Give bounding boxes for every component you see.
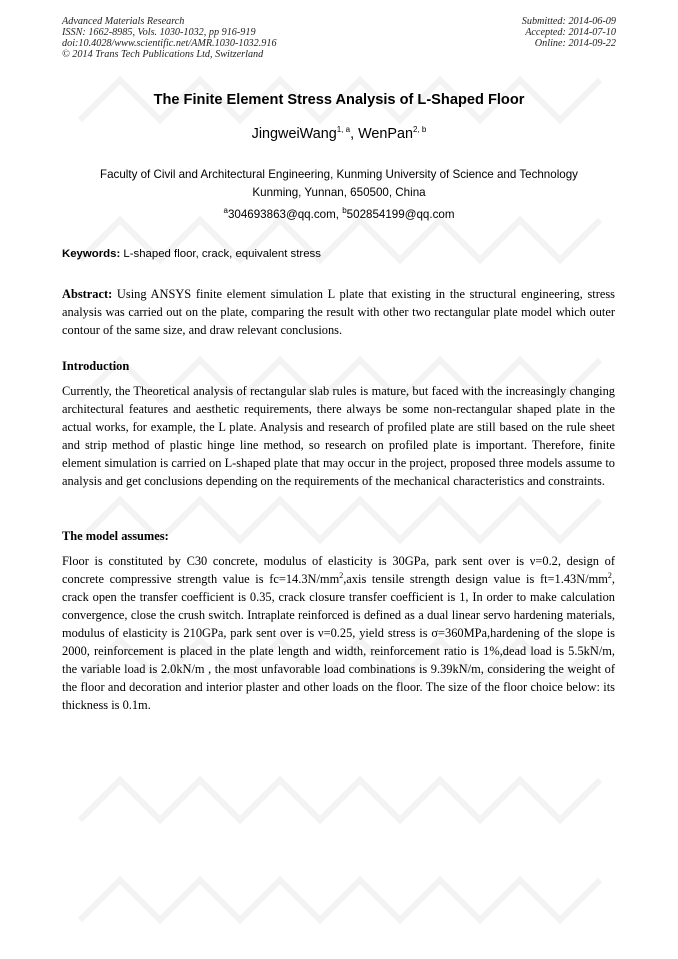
email-separator: ,	[335, 208, 343, 221]
submission-dates	[522, 16, 616, 49]
author-emails	[0, 208, 678, 221]
affiliation-line: Kunming, Yunnan, 650500, China	[252, 186, 426, 199]
email-marker: b	[342, 206, 347, 216]
author-separator: ,	[350, 126, 359, 142]
model-paragraph	[62, 552, 615, 714]
author-name: JingweiWang	[251, 126, 337, 142]
doi-line: doi:10.4028/www.scientific.net/AMR.1030-1032.916	[62, 38, 277, 49]
issn-line: ISSN: 1662-8985, Vols. 1030-1032, pp 916-919	[62, 27, 256, 38]
model-text: Floor is constituted by C30 concrete, modulus of elasticity is 30GPa, park sent over is ν=0.2, design of concrete compressive strength value is fc=14.3N/mm	[62, 554, 615, 586]
introduction-paragraph: Currently, the Theoretical analysis of rectangular slab rules is mature, but faced with the increasingly changing architectural features and aesthetic requirements, there always be some non-rectangular shaped plate in the actual works, for example, the L plate. Analysis and research of profiled plate are still based on the rule sheet and strip method of plastic hinge line method, so research on profiled plate is important. Therefore, finite element simulation is carried on L-shaped plate that may occur in the project, proposed three models assume to analysis and get conclusions depending on the requirements of the mechanical characteristics and constraints.	[62, 384, 615, 488]
author-affil-marker: 1, a	[336, 125, 351, 135]
model-text: ,axis tensile strength design value is ft=1.43N/mm	[343, 572, 608, 586]
model-text: , crack open the transfer coefficient is 0.35, crack closure transfer coefficient is 1, In order to make calculation convergence, close the crush switch. Intraplate reinforced is defined as a dual linear servo hardening materials, modulus of elasticity is 210GPa, park sent over is ν=0.25, yield stress is σ=360MPa,hardening of the slope is 2000, reinforcement is placed in the plate length and width, reinforcement ratio is 1%,dead load is 5.5kN/m, the variable load is 2.0kN/m , the most unfavorable load combinations is 9.39kN/m, considering the weight of the floor and decoration and interior plaster and other loads on the floor. The size of the floor choice below: its thickness is 0.1m.	[62, 572, 615, 712]
copyright-line: © 2014 Trans Tech Publications Ltd, Switzerland	[62, 49, 264, 60]
affiliation-line: Faculty of Civil and Architectural Engineering, Kunming University of Science and Technology	[100, 168, 578, 181]
author-list	[0, 126, 678, 142]
keywords	[62, 248, 617, 260]
email-marker: a	[223, 206, 228, 216]
abstract	[62, 285, 615, 339]
keywords-label: Keywords:	[62, 248, 121, 260]
accepted-date: Accepted: 2014-07-10	[525, 27, 616, 38]
email-address: 502854199@qq.com	[346, 208, 455, 221]
submitted-date: Submitted: 2014-06-09	[521, 16, 616, 27]
journal-info	[62, 16, 277, 60]
section-heading-introduction: Introduction	[62, 359, 130, 373]
email-address: 304693863@qq.com	[227, 208, 336, 221]
unit-exponent: 2	[607, 570, 612, 580]
author-name: WenPan	[358, 126, 413, 142]
abstract-label: Abstract:	[62, 287, 113, 301]
keywords-text: L-shaped floor, crack, equivalent stress	[120, 248, 321, 260]
unit-exponent: 2	[339, 570, 344, 580]
author-affil-marker: 2, b	[413, 125, 427, 135]
abstract-text: Using ANSYS finite element simulation L plate that existing in the structural engineering, stress analysis was carried out on the plate, comparing the result with other two rectangular plate model which outer contour of the same size, and draw relevant conclusions.	[62, 287, 615, 337]
paper-title: The Finite Element Stress Analysis of L-Shaped Floor	[153, 92, 525, 108]
affiliation	[0, 166, 678, 202]
online-date: Online: 2014-09-22	[534, 38, 616, 49]
journal-name: Advanced Materials Research	[62, 16, 185, 27]
section-heading-model: The model assumes:	[62, 529, 169, 543]
